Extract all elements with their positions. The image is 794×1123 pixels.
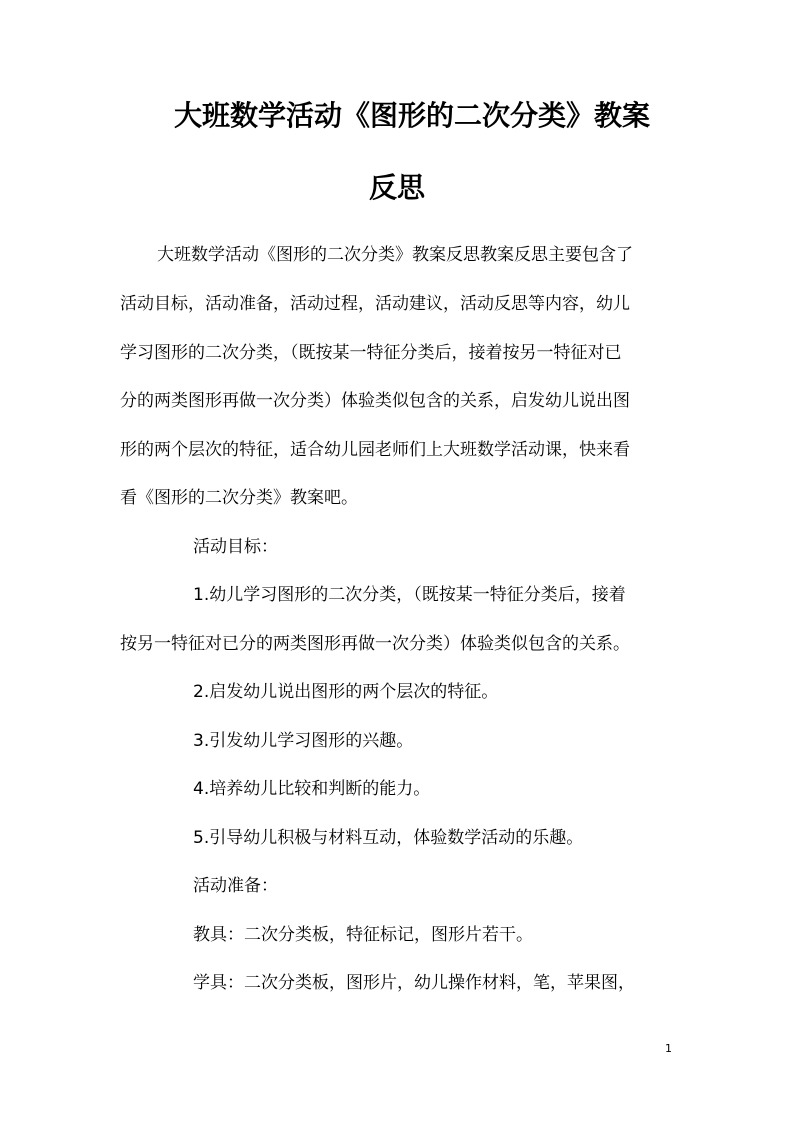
goal-5: 5.引导幼儿积极与材料互动，体验数学活动的乐趣。 [193,828,584,848]
prep-heading: 活动准备： [193,876,278,896]
intro-line-5: 形的两个层次的特征，适合幼儿园老师们上大班数学活动课，快来看 [120,440,630,460]
document-title-line-2: 反思 [368,171,425,204]
document-title-line-1: 大班数学活动《图形的二次分类》教案 [173,99,650,132]
goal-1-line-2: 按另一特征对已分的两类图形再做一次分类）体验类似包含的关系。 [120,634,630,654]
intro-line-1: 大班数学活动《图形的二次分类》教案反思教案反思主要包含了 [157,245,633,265]
learning-aids: 学具：二次分类板，图形片，幼儿操作材料，笔，苹果图， [193,973,635,993]
goals-heading: 活动目标： [193,537,278,557]
intro-line-4: 分的两类图形再做一次分类）体验类似包含的关系，启发幼儿说出图 [120,391,630,411]
intro-line-2: 活动目标，活动准备，活动过程，活动建议，活动反思等内容，幼儿 [120,294,630,314]
goal-1-line-1: 1.幼儿学习图形的二次分类，（既按某一特征分类后，接着 [193,585,626,605]
teaching-aids: 教具：二次分类板，特征标记，图形片若干。 [193,925,533,945]
intro-line-6: 看《图形的二次分类》教案吧。 [120,488,358,508]
intro-line-3: 学习图形的二次分类，（既按某一特征分类后，接着按另一特征对已 [120,343,622,363]
goal-3: 3.引发幼儿学习图形的兴趣。 [193,731,414,751]
goal-2: 2.启发幼儿说出图形的两个层次的特征。 [193,682,499,702]
page-number: 1 [665,1042,672,1055]
goal-4: 4.培养幼儿比较和判断的能力。 [193,779,431,799]
